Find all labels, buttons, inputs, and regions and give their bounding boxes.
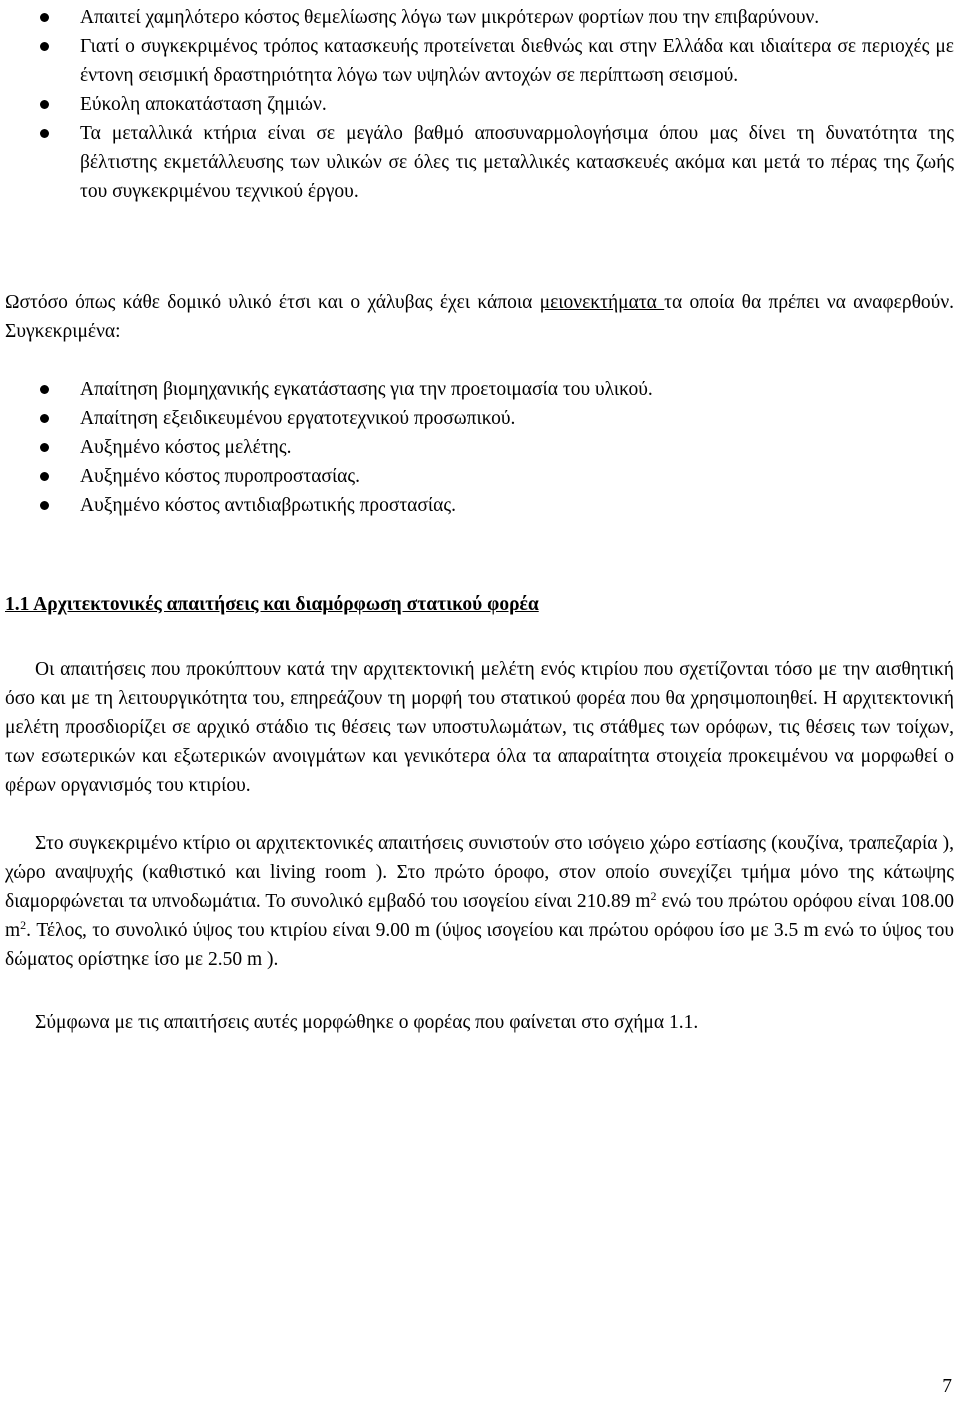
- list-item: [40, 404, 954, 433]
- disadvantages-list: [40, 375, 954, 520]
- list-item-text: Απαίτηση βιομηχανικής εγκατάστασης για την προετοιμασία του υλικού.: [80, 379, 653, 400]
- list-item-text: Αυξημένο κόστος αντιδιαβρωτικής προστασίας.: [80, 495, 456, 516]
- intro-underlined-term: μειονεκτήματα: [539, 292, 665, 313]
- disadvantages-intro: [5, 288, 954, 346]
- intro-text-after: τα οποία θα πρέπει να αναφερθούν. Συγκεκριμένα:: [5, 292, 955, 342]
- bullet-icon: [40, 42, 49, 51]
- bullet-icon: [40, 100, 49, 109]
- list-item: [40, 32, 954, 90]
- bullet-icon: [40, 414, 49, 423]
- paragraph-building-description: [5, 829, 954, 974]
- list-item: [40, 462, 954, 491]
- section-heading: 1.1 Αρχιτεκτονικές απαιτήσεις και διαμόρφωση στατικού φορέα: [5, 594, 539, 615]
- list-item: [40, 90, 954, 119]
- bullet-icon: [40, 501, 49, 510]
- list-item: [40, 119, 954, 206]
- list-item-text: Αυξημένο κόστος μελέτης.: [80, 437, 292, 458]
- advantages-list: [40, 3, 954, 206]
- list-item: [40, 3, 954, 32]
- paragraph-text: Στο συγκεκριμένο κτίριο οι αρχιτεκτονικές απαιτήσεις συνιστούν στο ισόγειο χώρο εστίασης (κουζίνα, τραπεζαρία ), χώρο αναψυχής (καθιστικό και living room ). Στο πρώτο όροφο, στον οποίο συνεχίζει τμήμα μόνο της κάτωψης διαμορφώνεται τα υπνοδωμάτια. Το συνολικό εμβαδό του ισογείου είναι 210.89 m: [5, 833, 954, 912]
- list-item-text: Τα μεταλλικά κτήρια είναι σε μεγάλο βαθμό αποσυναρμολογήσιμα όπου μας δίνει τη δυνατότητα της βέλτιστης εκμετάλλευσης των υλικών σε όλες τις μεταλλικές κατασκευές ακόμα και μετά το πέρας της ζωής του συγκεκριμένου τεχνικού έργου.: [80, 123, 954, 202]
- list-item: [40, 375, 954, 404]
- paragraph-figure-reference: Σύμφωνα με τις απαιτήσεις αυτές μορφώθηκε ο φορέας που φαίνεται στο σχήμα 1.1.: [35, 1012, 699, 1033]
- bullet-icon: [40, 13, 49, 22]
- superscript: 2: [650, 889, 657, 903]
- bullet-icon: [40, 443, 49, 452]
- list-item-text: Εύκολη αποκατάσταση ζημιών.: [80, 94, 327, 115]
- bullet-icon: [40, 472, 49, 481]
- list-item-text: Απαίτηση εξειδικευμένου εργατοτεχνικού προσωπικού.: [80, 408, 516, 429]
- bullet-icon: [40, 385, 49, 394]
- list-item-text: Γιατί ο συγκεκριμένος τρόπος κατασκευής προτείνεται διεθνώς και στην Ελλάδα και ιδιαίτερα σε περιοχές με έντονη σεισμική δραστηριότητα λόγω των υψηλών αντοχών σε περίπτωση σεισμού.: [80, 36, 954, 86]
- list-item: [40, 491, 954, 520]
- bullet-icon: [40, 129, 49, 138]
- intro-text-before: Ωστόσο όπως κάθε δομικό υλικό έτσι και ο χάλυβας έχει κάποια: [5, 292, 540, 313]
- paragraph-architectural-requirements: Οι απαιτήσεις που προκύπτουν κατά την αρχιτεκτονική μελέτη ενός κτιρίου που σχετίζονται τόσο με την αισθητική όσο και με τη λειτουργικότητα του, επηρεάζουν τη μορφή του στατικού φορέα που θα χρησιμοποιηθεί. Η αρχιτεκτονική μελέτη προσδιορίζει σε αρχικό στάδιο τις θέσεις των υποστυλωμάτων, τις στάθμες των ορόφων, τις θέσεις των τοίχων, των εσωτερικών και εξωτερικών ανοιγμάτων και γενικότερα όλα τα απαραίτητα στοιχεία προκειμένου να μορφωθεί ο φέρων οργανισμός του κτιρίου.: [5, 659, 954, 796]
- list-item: [40, 433, 954, 462]
- page-number: 7: [942, 1376, 952, 1397]
- list-item-text: Αυξημένο κόστος πυροπροστασίας.: [80, 466, 360, 487]
- paragraph-text: . Τέλος, το συνολικό ύψος του κτιρίου είναι 9.00 m (ύψος ισογείου και πρώτου ορόφου ίσο με 3.5 m ενώ το ύψος του δώματος ορίστηκε ίσο με 2.50 m ).: [5, 920, 954, 970]
- paragraph-text: ενώ του πρώτου ορόφου είναι 108.00 m: [5, 891, 954, 941]
- superscript: 2: [20, 918, 27, 932]
- list-item-text: Απαιτεί χαμηλότερο κόστος θεμελίωσης λόγω των μικρότερων φορτίων που την επιβαρύνουν.: [80, 7, 820, 28]
